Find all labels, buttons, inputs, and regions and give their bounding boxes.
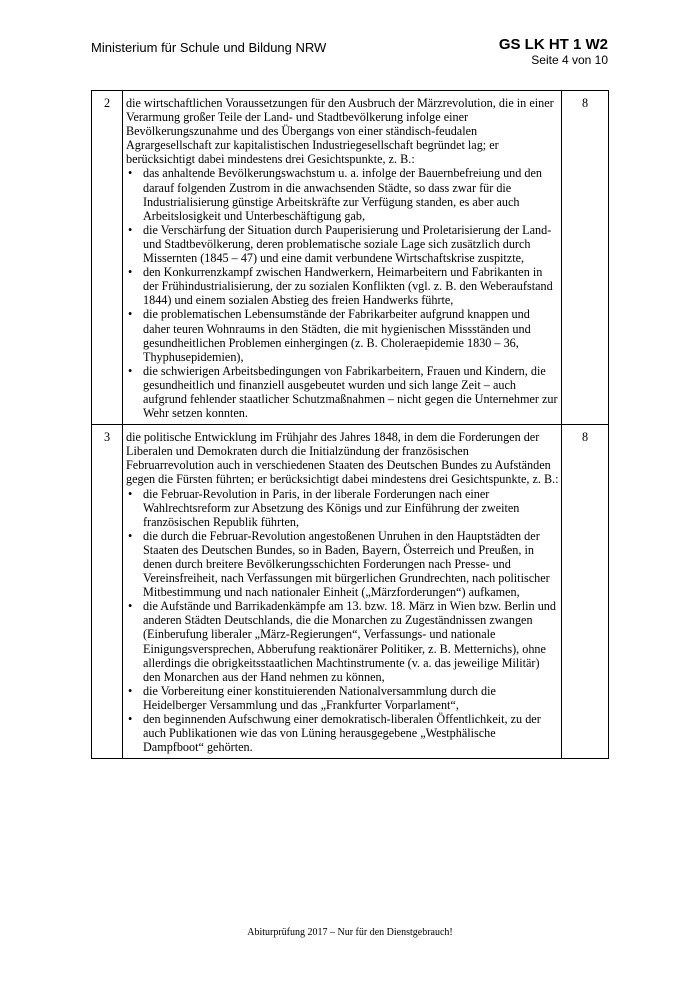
- ministry-name: Ministerium für Schule und Bildung NRW: [91, 40, 327, 55]
- bullet-text: die Februar-Revolution in Paris, in der liberale Forderungen nach einer Wahlrechtsreform zur Absetzung des Königs und zur Einführung der zweiten französischen Republik führten,: [143, 486, 520, 529]
- list-item: [126, 487, 559, 529]
- bullet-icon: •: [128, 265, 133, 280]
- bullet-text: die problematischen Lebensumstände der Fabrikarbeiter aufgrund knappen und daher teuren Wohnraums in den Städten, die mit hygienischen Missständen und gesundheitlichen Problemen einhergingen (z. B. Choleraepidemie 1830 – 36, Thyphusepidemien),: [143, 307, 531, 364]
- table-row: [92, 425, 609, 759]
- bullet-icon: •: [128, 599, 133, 614]
- bullet-text: die Vorbereitung einer konstituierenden Nationalversammlung durch die Heidelberger Versammlung und das „Frankfurter Vorparlament“,: [143, 683, 496, 712]
- table-row: [92, 91, 609, 425]
- document-code: GS LK HT 1 W2: [498, 36, 608, 53]
- bullet-text: die Verschärfung der Situation durch Pauperisierung und Proletarisierung der Land- und Stadtbevölkerung, deren problematische soziale Lage sich zusätzlich durch Missernten (1845 – 47) und eine damit verbundene Wirtschaftskrise zuspitzte,: [143, 222, 552, 266]
- list-item: [126, 223, 559, 265]
- bullet-text: die durch die Februar-Revolution angestoßenen Unruhen in den Hauptstädten der Staaten des Deutschen Bundes, so in Baden, Bayern, Österreich und Preußen, in denen durch breitere Bevölkerungsschichten Forderungen nach Presse- und Vereinsfreiheit, nach Verfassungen mit bürgerlichen Grundrechten, nach politischer Mitbestimmung und nach nationaler Einheit („Märzforderungen“) aufkamen,: [143, 528, 550, 600]
- list-item: [126, 599, 559, 684]
- criterion-text: [123, 425, 562, 759]
- list-item: [126, 712, 559, 754]
- bullet-text: die Aufstände und Barrikadenkämpfe am 13. bzw. 18. März in Wien bzw. Berlin und anderen Städten Deutschlands, die die Monarchen zu Zugeständnissen zwangen (Einberufung liberaler „März-Regierungen“, Verfassungs- und nationale Einigungsversprechen, Abberufung reaktionärer Politiker, z. B. Metternichs), ohne allerdings die obrigkeitsstaatlichen Machtinstrumente (v. a. das jeweilige Militär) den Monarchen aus der Hand nehmen zu können,: [143, 599, 556, 684]
- bullet-icon: •: [128, 307, 133, 322]
- bullet-icon: •: [128, 486, 133, 501]
- bullet-icon: •: [128, 363, 133, 378]
- bullet-icon: •: [128, 528, 133, 543]
- criterion-text: [123, 91, 562, 425]
- bullet-text: das anhaltende Bevölkerungswachstum u. a. infolge der Bauernbefreiung und den darauf folgenden Zustrom in die anwachsenden Städte, so dass zwar für die Industrialisierung günstige Arbeitskräfte zur Verfügung standen, es aber auch Arbeitslosigkeit und Unterbeschäftigung gab,: [143, 166, 543, 223]
- footer-note: Abiturprüfung 2017 – Nur für den Dienstgebrauch!: [247, 927, 453, 938]
- list-item: [126, 166, 559, 222]
- criterion-number: 3: [92, 425, 123, 759]
- bullet-icon: •: [128, 222, 133, 237]
- bullet-list: [126, 487, 559, 755]
- criteria-table: [91, 90, 609, 759]
- page-number: Seite 4 von 10: [531, 53, 608, 67]
- criterion-points: 8: [562, 425, 609, 759]
- bullet-text: die schwierigen Arbeitsbedingungen von Fabrikarbeitern, Frauen und Kindern, die gesundheitlich und finanziell ausgebeutet wurden und sich lange Zeit – auch aufgrund fehlender staatlicher Schutzmaßnahmen – nicht gegen die Unternehmer zur Wehr setzen konnten.: [143, 363, 558, 421]
- bullet-text: den beginnenden Aufschwung einer demokratisch-liberalen Öffentlichkeit, zu der auch Publikationen wie das von Lüning herausgegebene „Westphälische Dampfboot“ gehörten.: [143, 712, 541, 755]
- list-item: [126, 265, 559, 307]
- criterion-intro: die politische Entwicklung im Frühjahr des Jahres 1848, in dem die Forderungen der Liberalen und Demokraten durch die Initialzündung der französischen Februarrevolution auch in verschiedenen Staaten des Deutschen Bundes zu Aufständen gegen die Fürsten führten; er berücksichtigt dabei mindestens drei Gesichtspunkte, z. B.:: [126, 430, 559, 487]
- list-item: [126, 364, 559, 420]
- bullet-text: den Konkurrenzkampf zwischen Handwerkern, Heimarbeitern und Fabrikanten in der Frühindustrialisierung, der zu sozialen Konflikten (vgl. z. B. den Weberaufstand 1844) und einem sozialen Abstieg des freien Handwerks führte,: [143, 265, 553, 308]
- list-item: [126, 529, 559, 599]
- criterion-number: 2: [92, 91, 123, 425]
- bullet-icon: •: [128, 166, 133, 181]
- bullet-icon: •: [128, 712, 133, 727]
- list-item: [126, 307, 559, 363]
- bullet-icon: •: [128, 683, 133, 698]
- bullet-list: [126, 166, 559, 420]
- criterion-points: 8: [562, 91, 609, 425]
- list-item: [126, 684, 559, 712]
- criterion-intro: die wirtschaftlichen Voraussetzungen für den Ausbruch der Märzrevolution, die in einer Verarmung großer Teile der Land- und Stadtbevölkerung infolge einer Bevölkerungszunahme und des Übergangs von einer ständisch-feudalen Agrargesellschaft zur kapitalistischen Industriegesellschaft begründet lag; er berücksichtigt dabei mindestens drei Gesichtspunkte, z. B.:: [126, 96, 554, 167]
